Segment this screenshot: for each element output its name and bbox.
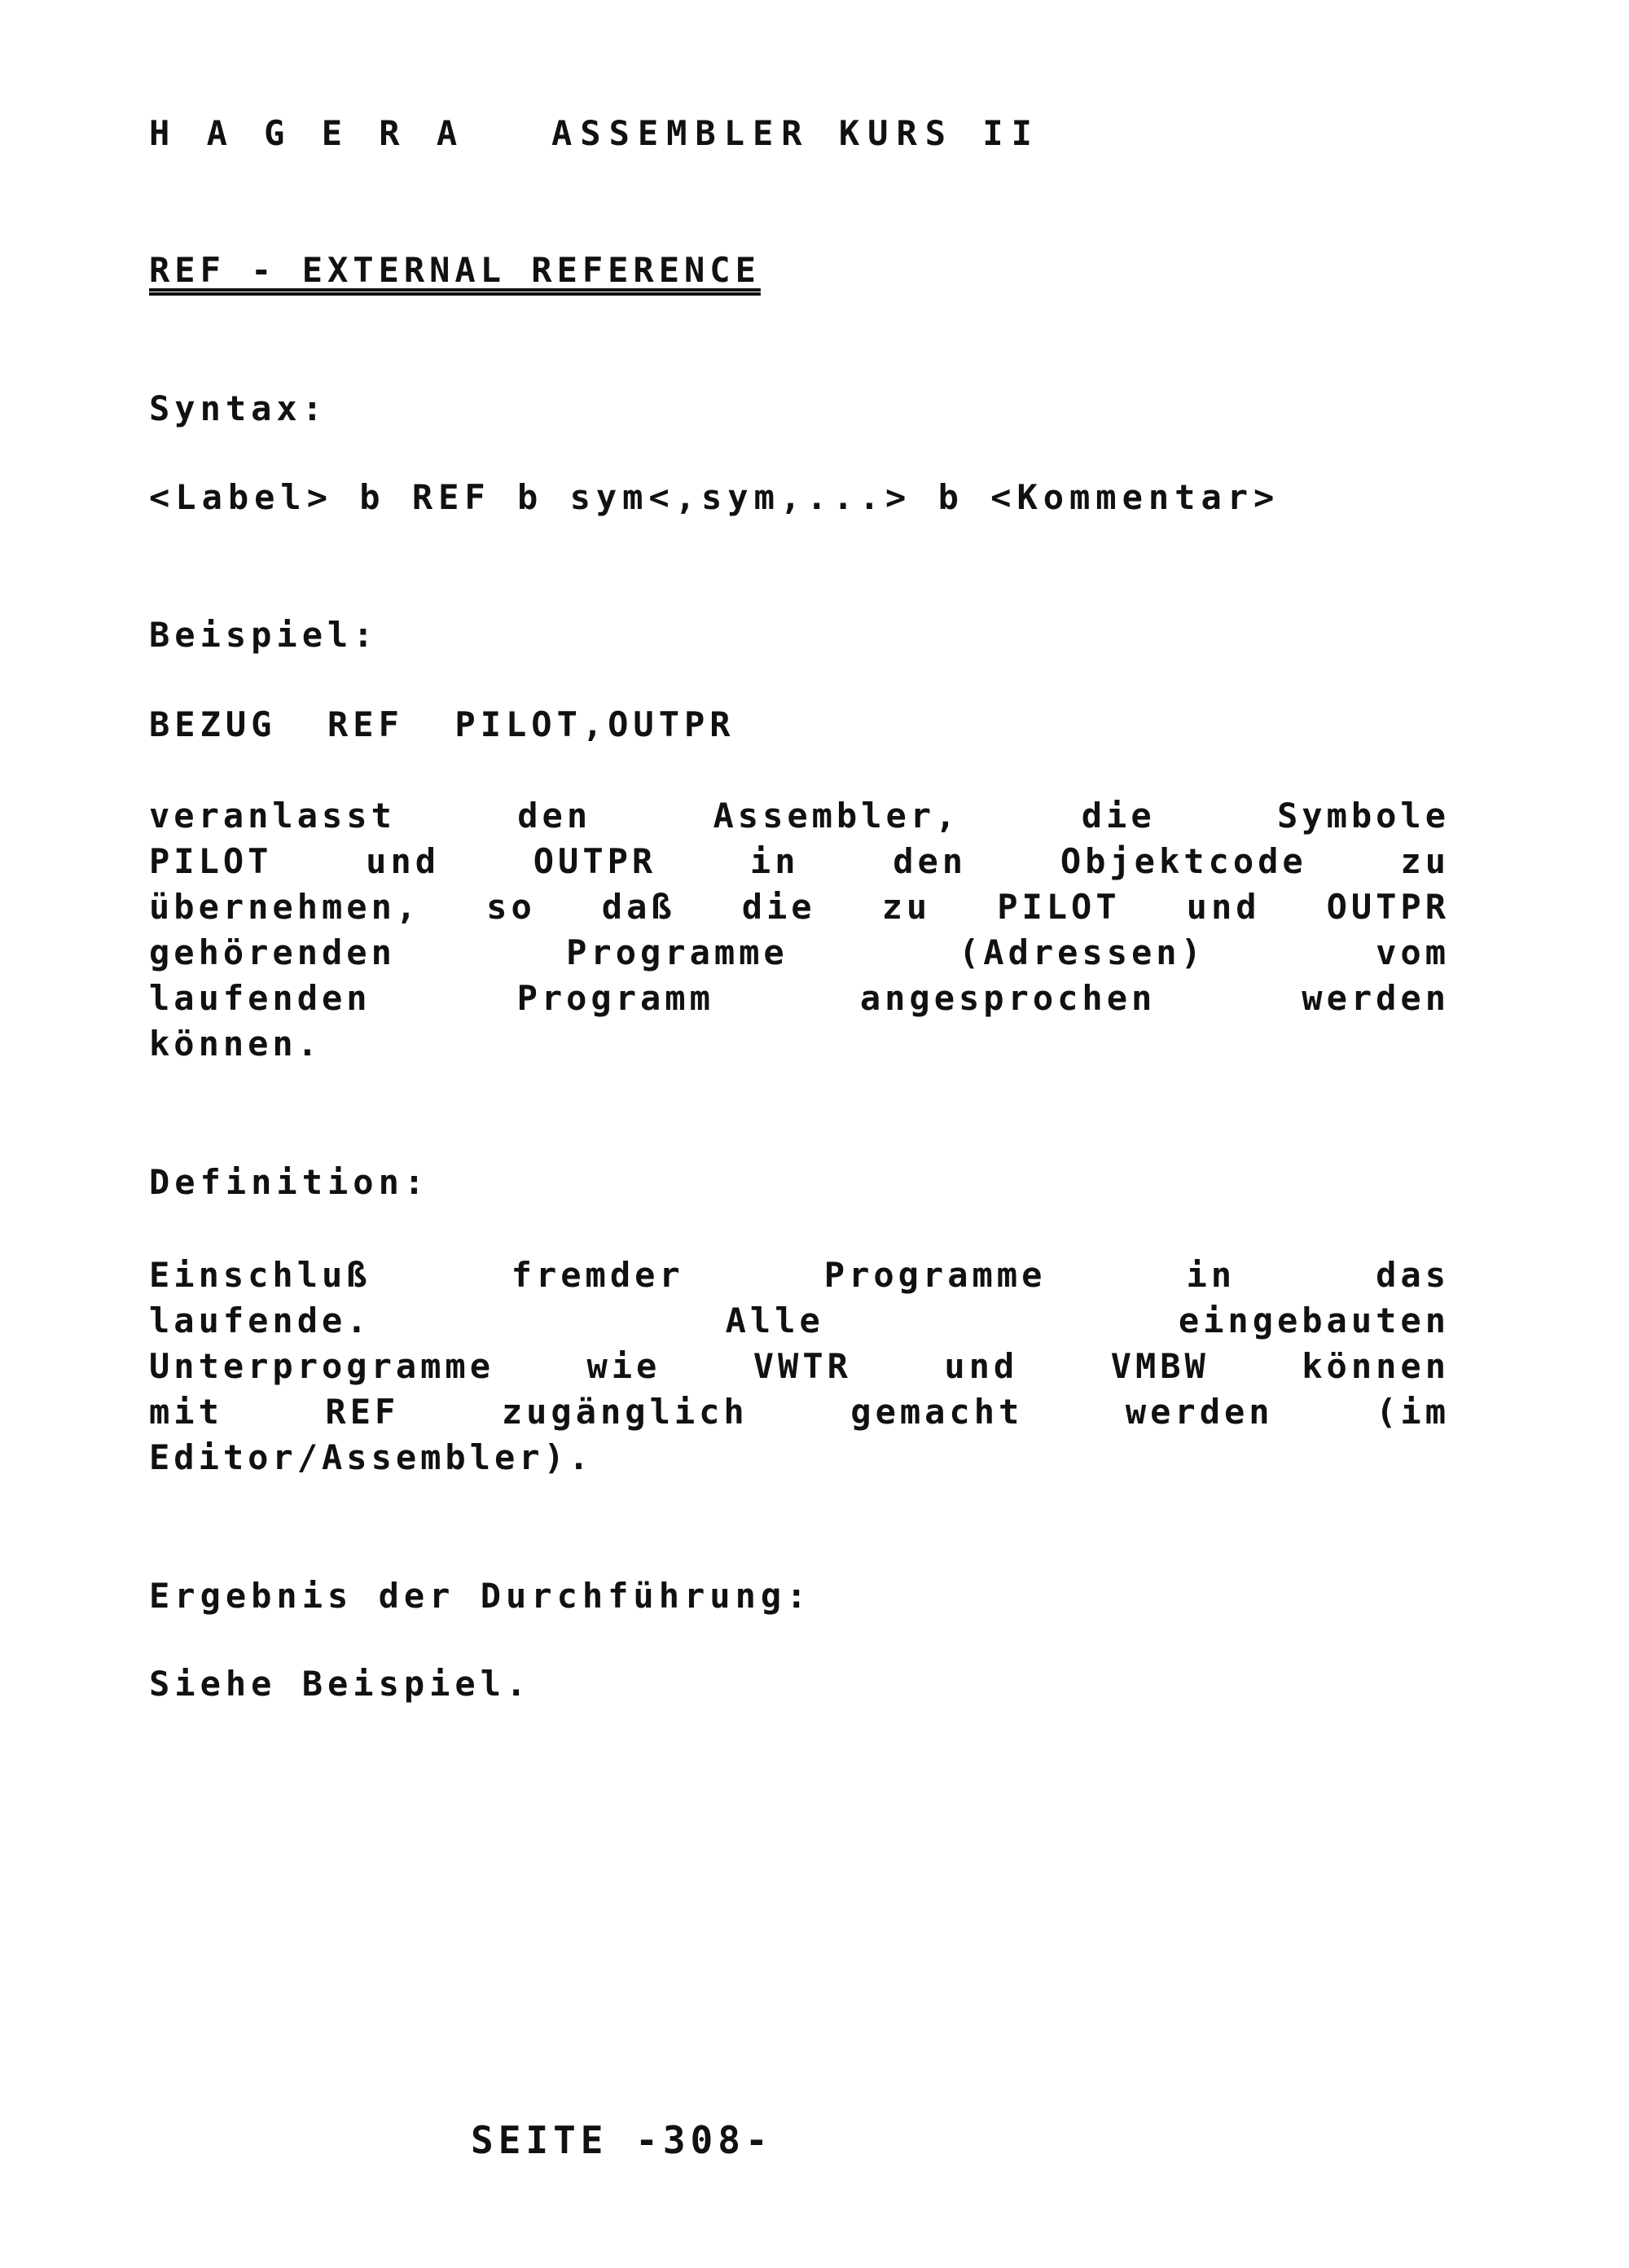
definition-paragraph-line: Unterprogramme wie VWTR und VMBW können: [149, 1346, 1450, 1386]
definition-paragraph-line: mit REF zugänglich gemacht werden (im: [149, 1392, 1450, 1432]
example-paragraph-line: veranlasst den Assembler, die Symbole: [149, 796, 1450, 836]
syntax-label: Syntax:: [149, 388, 328, 428]
definition-paragraph: [149, 1252, 1450, 1481]
example-paragraph-line: PILOT und OUTPR in den Objektcode zu: [149, 841, 1450, 881]
result-text: Siehe Beispiel.: [149, 1664, 532, 1704]
page-number: SEITE -308-: [471, 2118, 773, 2162]
section-heading: REF - EXTERNAL REFERENCE: [149, 250, 761, 290]
example-paragraph-line: übernehmen, so daß die zu PILOT und OUTPR: [149, 887, 1450, 927]
example-paragraph-line: können.: [149, 1024, 323, 1064]
definition-paragraph-line: Editor/Assembler).: [149, 1437, 594, 1477]
example-paragraph-line: laufenden Programm angesprochen werden: [149, 978, 1450, 1018]
definition-label: Definition:: [149, 1162, 430, 1202]
page-header: H A G E R A ASSEMBLER KURS II: [149, 113, 1040, 153]
definition-paragraph-line: Einschluß fremder Programme in das: [149, 1255, 1450, 1295]
example-paragraph-line: gehörenden Programme (Adressen) vom: [149, 932, 1450, 972]
example-code: BEZUG REF PILOT,OUTPR: [149, 704, 735, 744]
example-label: Beispiel:: [149, 615, 379, 655]
example-paragraph: [149, 793, 1450, 1067]
syntax-line: <Label> b REF b sym<,sym,...> b <Kommentar>: [149, 477, 1280, 517]
result-label: Ergebnis der Durchführung:: [149, 1576, 812, 1616]
definition-paragraph-line: laufende. Alle eingebauten: [149, 1301, 1450, 1340]
